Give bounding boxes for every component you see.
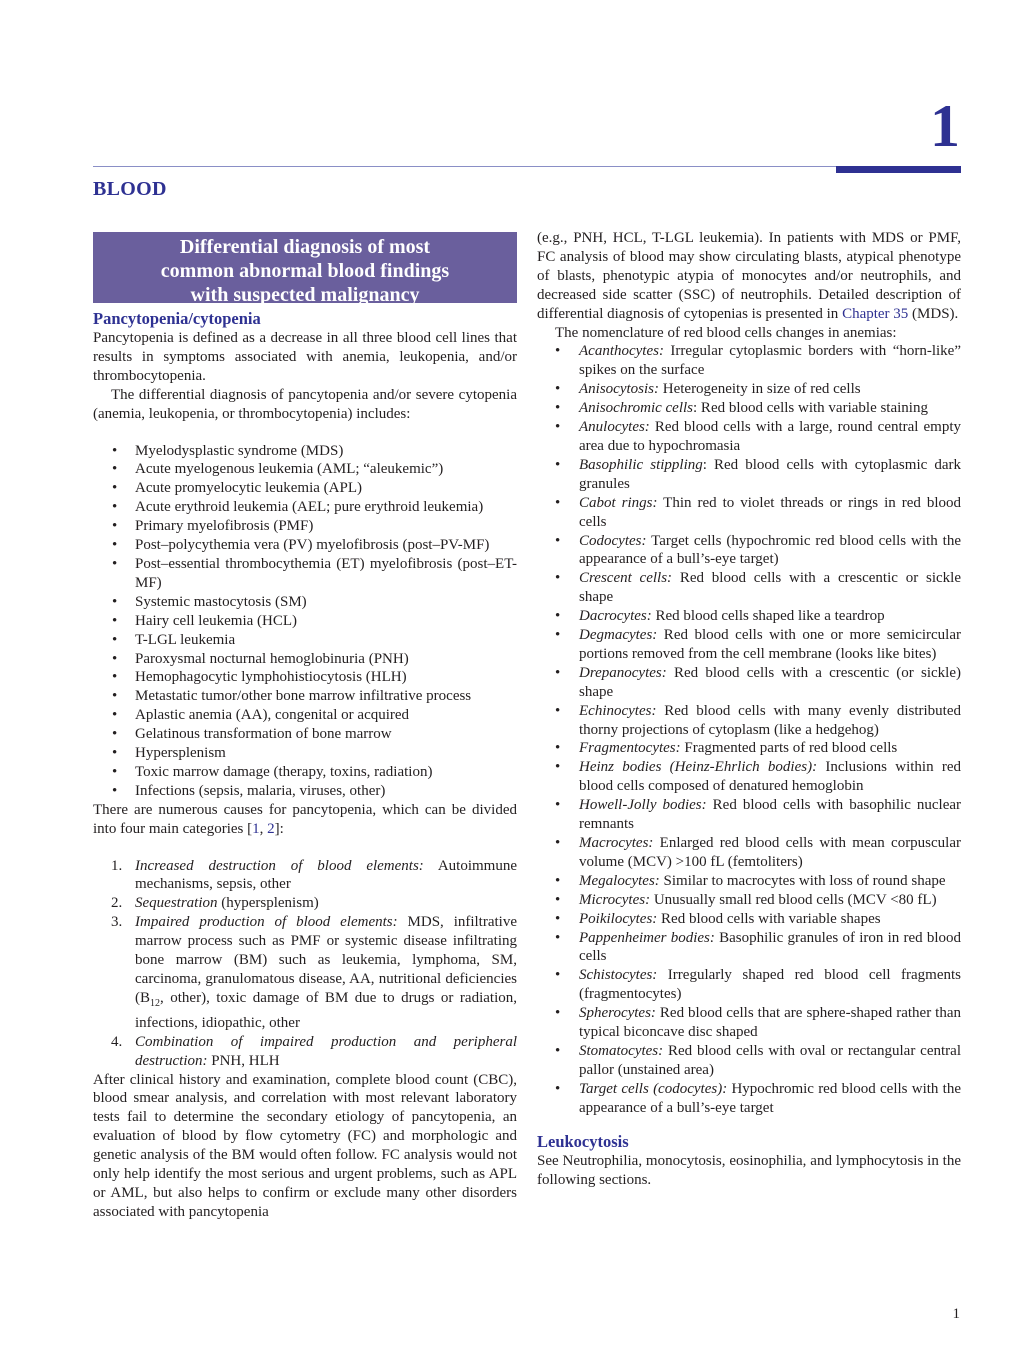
rbc-term: Crescent cells:: [579, 570, 673, 587]
category-number: 1.: [111, 857, 123, 874]
rbc-term: Target cells (codocytes):: [579, 1080, 728, 1097]
rbc-term: Heinz bodies (Heinz-Ehrlich bodies):: [579, 759, 818, 776]
rbc-term-description: Irregular cytoplasmic borders with “horn-like” spikes on the surface: [579, 343, 961, 379]
rbc-term: Microcytes:: [579, 891, 651, 908]
list-item: • Metastatic tumor/other bone marrow infiltrative process: [135, 687, 517, 706]
rbc-term-item: [579, 418, 961, 456]
rbc-term-item: [579, 891, 961, 910]
rbc-term-item: [579, 1080, 961, 1118]
rbc-term: Poikilocytes:: [579, 910, 658, 927]
rbc-term: Acanthocytes:: [579, 343, 664, 360]
list-item: • Hemophagocytic lymphohistiocytosis (HLH): [135, 668, 517, 687]
categories-intro-end: ]:: [274, 820, 284, 837]
rbc-term-item: [579, 607, 961, 626]
rbc-term-description: Red blood cells with many evenly distributed thorny projections of cytoplasm (like a hedgehog): [579, 702, 961, 738]
chapter-number: 1: [930, 93, 960, 159]
rbc-term: Stomatocytes:: [579, 1042, 664, 1059]
leukocytosis-text: See Neutrophilia, monocytosis, eosinophilia, and lymphocytosis in the following sections.: [537, 1152, 961, 1188]
rbc-term-item: [579, 626, 961, 664]
right-column: [537, 229, 961, 1189]
list-item: • Hairy cell leukemia (HCL): [135, 612, 517, 631]
header-accent-bar: [836, 166, 961, 173]
rbc-term: Basophilic stippling: [579, 456, 703, 473]
rbc-term: Pappenheimer bodies:: [579, 929, 715, 946]
rbc-term-item: [579, 532, 961, 570]
pancytopenia-heading: Pancytopenia/cytopenia: [93, 309, 261, 328]
rbc-term-description: Irregularly shaped red blood cell fragments (fragmentocytes): [579, 967, 961, 1003]
rbc-term-description: Basophilic granules of iron in red blood cells: [579, 929, 961, 965]
category-number: 3.: [111, 914, 123, 931]
category-text: (hypersplenism): [217, 895, 319, 912]
rbc-term: Fragmentocytes:: [579, 740, 681, 757]
list-item: • Hypersplenism: [135, 744, 517, 763]
rbc-term: Codocytes:: [579, 532, 647, 549]
category-term: Sequestration: [135, 895, 218, 912]
category-term: Impaired production of blood elements:: [135, 914, 398, 931]
rbc-term-description: : Red blood cells with cytoplasmic dark granules: [579, 456, 961, 492]
list-item: • Primary myelofibrosis (PMF): [135, 517, 517, 536]
rbc-term-item: [579, 739, 961, 758]
rbc-term: Spherocytes:: [579, 1005, 656, 1022]
rbc-term-description: Red blood cells that are sphere-shaped rather than typical biconcave disc shaped: [579, 1005, 961, 1041]
rbc-term: Anisocytosis:: [579, 381, 659, 398]
rbc-term-description: Red blood cells shaped like a teardrop: [651, 608, 885, 625]
differential-intro: The differential diagnosis of pancytopenia and/or severe cytopenia (anemia, leukopenia, or thrombocytopenia) includes:: [93, 386, 517, 422]
list-item: • Gelatinous transformation of bone marrow: [135, 725, 517, 744]
category-number: 4.: [111, 1033, 123, 1050]
rbc-term-item: [579, 664, 961, 702]
list-item: • Post–essential thrombocythemia (ET) myelofibrosis (post–ET-MF): [135, 555, 517, 593]
rbc-term: Megalocytes:: [579, 872, 660, 889]
rbc-term-item: [579, 494, 961, 532]
page-number: 1: [952, 1306, 960, 1322]
reference-link-1[interactable]: 1: [252, 820, 260, 837]
list-item: • Acute erythroid leukemia (AEL; pure erythroid leukemia): [135, 498, 517, 517]
rbc-term-item: [579, 399, 961, 418]
evaluation-paragraph-continued: [537, 229, 961, 324]
rbc-term: Degmacytes:: [579, 627, 658, 644]
rbc-term-description: Enlarged red blood cells with mean corpuscular volume (MCV) >100 fL (femtoliters): [579, 835, 961, 870]
header-rule: [93, 166, 961, 167]
category-term: Combination of impaired production and peripheral destruction:: [135, 1033, 517, 1069]
rbc-term: Cabot rings:: [579, 494, 658, 511]
evaluation-continued-text: (e.g., PNH, HCL, T-LGL leukemia). In patients with MDS or PMF, FC analysis of blood may show circulating blasts, atypical phenotype of blasts, phenotypic atypia of monocytes and/or neutrophils, and decreased side scatter (SSC) of neutrophils. Detailed description of differential diagnosis of cytopenias is presented in: [537, 230, 961, 322]
rbc-term-description: Target cells (hypochromic red blood cells with the appearance of a bull’s-eye target): [579, 532, 961, 568]
rbc-term-description: Red blood cells with basophilic nuclear remnants: [579, 797, 961, 833]
categories-intro: [93, 801, 517, 839]
list-item: • Infections (sepsis, malaria, viruses, other): [135, 782, 517, 801]
rbc-term-item: [579, 456, 961, 494]
banner-line-2: common abnormal blood findings: [160, 260, 450, 282]
list-item: • Paroxysmal nocturnal hemoglobinuria (PNH): [135, 650, 517, 669]
rbc-term: Drepanocytes:: [579, 664, 667, 681]
pancytopenia-definition: Pancytopenia is defined as a decrease in all three blood cell lines that results in symptoms associated with anemia, leukopenia, and/or thrombocytopenia.: [93, 330, 517, 384]
categories-list: [93, 857, 517, 1071]
list-item: • Toxic marrow damage (therapy, toxins, radiation): [135, 763, 517, 782]
banner-line-1: Differential diagnosis of most: [179, 236, 431, 258]
rbc-term-item: [579, 342, 961, 380]
rbc-term-item: [579, 380, 961, 399]
rbc-terms-list: [537, 342, 961, 1117]
category-item: [111, 894, 517, 913]
category-text: PNH, HLH: [207, 1052, 280, 1069]
rbc-nomenclature-intro: The nomenclature of red blood cells changes in anemias:: [555, 324, 897, 341]
rbc-term: Howell-Jolly bodies:: [579, 797, 707, 814]
section-banner: [93, 232, 517, 306]
list-item: • T-LGL leukemia: [135, 631, 517, 650]
rbc-term-item: [579, 966, 961, 1004]
rbc-term-item: [579, 834, 961, 872]
category-subscript: 12: [150, 997, 160, 1009]
category-item: [111, 857, 517, 895]
reference-link-2[interactable]: 2: [267, 820, 275, 837]
list-item: • Acute myelogenous leukemia (AML; “aleukemic”): [135, 460, 517, 479]
rbc-term-item: [579, 702, 961, 740]
rbc-term-description: Similar to macrocytes with loss of round shape: [659, 872, 946, 889]
left-column: [93, 232, 517, 1222]
rbc-term-item: [579, 796, 961, 834]
rbc-term-description: Red blood cells with variable shapes: [657, 910, 881, 927]
rbc-term-description: Thin red to violet threads or rings in red blood cells: [579, 494, 961, 530]
evaluation-continued-end: (MDS).: [908, 305, 959, 322]
rbc-term: Dacrocytes:: [579, 608, 652, 625]
rbc-term: Echinocytes:: [579, 702, 657, 719]
leukocytosis-heading: Leukocytosis: [537, 1131, 629, 1151]
rbc-term-description: Red blood cells with oval or rectangular central pallor (unstained area): [579, 1042, 961, 1078]
rbc-term-item: [579, 569, 961, 607]
category-text: Autoimmune mechanisms, sepsis, other: [135, 857, 517, 893]
rbc-term-item: [579, 910, 961, 929]
rbc-term-item: [579, 929, 961, 967]
rbc-term: Macrocytes:: [579, 835, 654, 851]
chapter-title: BLOOD: [93, 178, 167, 200]
rbc-term-item: [579, 1042, 961, 1080]
list-item: • Aplastic anemia (AA), congenital or acquired: [135, 706, 517, 725]
categories-intro-text: There are numerous causes for pancytopenia, which can be divided into four main categories [: [93, 801, 517, 837]
category-number: 2.: [111, 895, 123, 912]
reference-separator: ,: [259, 820, 268, 837]
list-item: • Acute promyelocytic leukemia (APL): [135, 479, 517, 498]
rbc-term-description: Heterogeneity in size of red cells: [659, 381, 861, 398]
rbc-term-description: Inclusions within red blood cells composed of denatured hemoglobin: [579, 759, 961, 795]
rbc-term-description: Red blood cells with one or more semicircular portions removed from the cell membrane (looks like bites): [579, 627, 961, 662]
rbc-term: Anulocytes:: [579, 419, 650, 436]
rbc-term-description: Red blood cells with a large, round central empty area due to hypochromasia: [579, 419, 961, 454]
rbc-term-item: [579, 1004, 961, 1042]
rbc-term-description: Red blood cells with a crescentic or sickle shape: [579, 570, 961, 606]
rbc-term-item: [579, 758, 961, 796]
category-item: [111, 1033, 517, 1071]
category-term: Increased destruction of blood elements:: [135, 857, 424, 874]
rbc-term: Schistocytes:: [579, 967, 658, 984]
rbc-term-description: : Red blood cells with variable staining: [693, 400, 928, 417]
category-text: MDS, infiltrative marrow process such as PMF or systemic disease infiltrating bone marrow (BM) such as leukemia, lymphoma, SM, carcinoma, granulomatous disease, AA, nutritional deficiencies (B: [135, 914, 517, 1006]
list-item: • Systemic mastocytosis (SM): [135, 593, 517, 612]
list-item: • Myelodysplastic syndrome (MDS): [135, 442, 517, 461]
chapter-35-link[interactable]: Chapter 35: [842, 305, 909, 322]
rbc-term: Anisochromic cells: [579, 400, 694, 417]
rbc-term-description: Hypochromic red blood cells with the appearance of a bull’s-eye target: [579, 1080, 962, 1116]
rbc-term-description: Unusually small red blood cells (MCV <80 fL): [650, 891, 937, 908]
rbc-term-description: Red blood cells with a crescentic (or sickle) shape: [579, 664, 961, 700]
evaluation-paragraph: After clinical history and examination, complete blood count (CBC), blood smear analysis, and correlation with most relevant laboratory tests fail to determine the secondary etiology of pancytopenia, an evaluation of blood by flow cytometry (FC) and morphologic and genetic analysis of the BM would often follow. FC analysis would not only help identify the most serious and urgent problems, such as APL or AML, but also helps to confirm or exclude many other disorders associated with pancytopenia: [93, 1071, 517, 1220]
list-item: • Post–polycythemia vera (PV) myelofibrosis (post–PV-MF): [135, 536, 517, 555]
differential-list: [93, 442, 517, 801]
category-item: [111, 913, 517, 1032]
rbc-term-item: [579, 872, 961, 891]
banner-line-3: with suspected malignancy: [190, 284, 420, 306]
rbc-term-description: Fragmented parts of red blood cells: [680, 740, 898, 757]
category-text-2: , other), toxic damage of BM due to drugs or radiation, infections, idiopathic, other: [135, 989, 517, 1031]
